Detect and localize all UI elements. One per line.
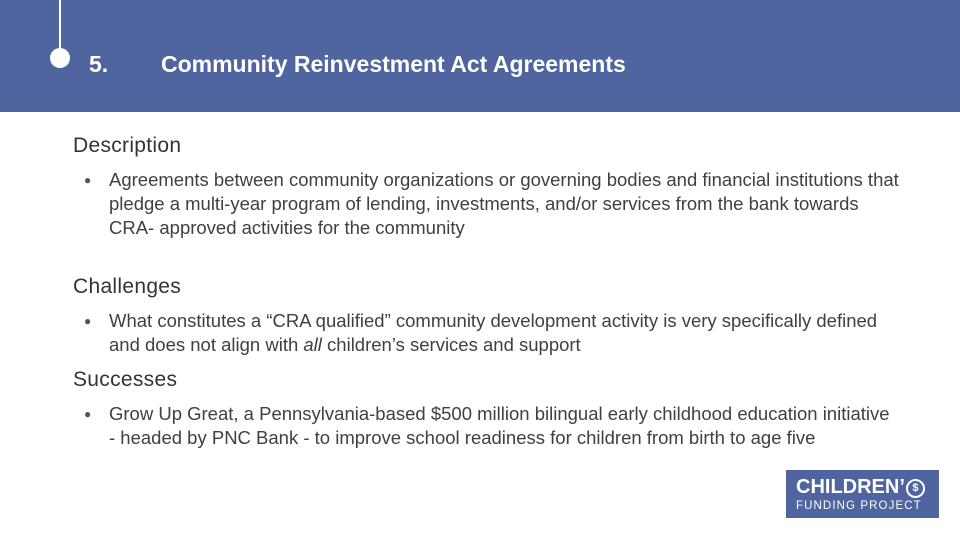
challenges-heading: Challenges xyxy=(73,275,182,298)
logo-line1 xyxy=(796,476,925,498)
description-heading: Description xyxy=(73,134,182,157)
dollar-coin-icon: $ xyxy=(906,479,925,498)
successes-heading: Successes xyxy=(73,368,178,391)
challenges-text-emphasis: all xyxy=(303,334,322,355)
timeline-line xyxy=(59,0,61,48)
bullet-icon: ● xyxy=(84,173,92,187)
challenges-text xyxy=(109,309,899,357)
successes-text: Grow Up Great, a Pennsylvania-based $500 million bilingual early childhood education initiative - headed by PNC Bank - to improve school readiness for children from birth to age five xyxy=(109,403,890,448)
bullet-icon: ● xyxy=(84,407,92,421)
childrens-funding-project-logo xyxy=(786,470,939,518)
title-banner xyxy=(0,0,960,112)
slide-title: Community Reinvestment Act Agreements xyxy=(161,51,626,77)
logo-wordmark: CHILDREN’ xyxy=(796,476,905,498)
section-number: 5. xyxy=(89,51,109,77)
timeline-dot xyxy=(50,48,70,68)
bullet-icon: ● xyxy=(84,314,92,328)
logo-line2: FUNDING PROJECT xyxy=(796,500,922,512)
challenges-text-part2: children’s services and support xyxy=(321,334,581,355)
description-text: Agreements between community organizations or governing bodies and financial institutions that pledge a multi-year program of lending, investments, and/or services from the bank towards CRA- approved activities for the community xyxy=(109,169,899,238)
challenges-text-part1: What constitutes a “CRA qualified” community development activity is very specifically defined and does not align with xyxy=(109,310,878,355)
